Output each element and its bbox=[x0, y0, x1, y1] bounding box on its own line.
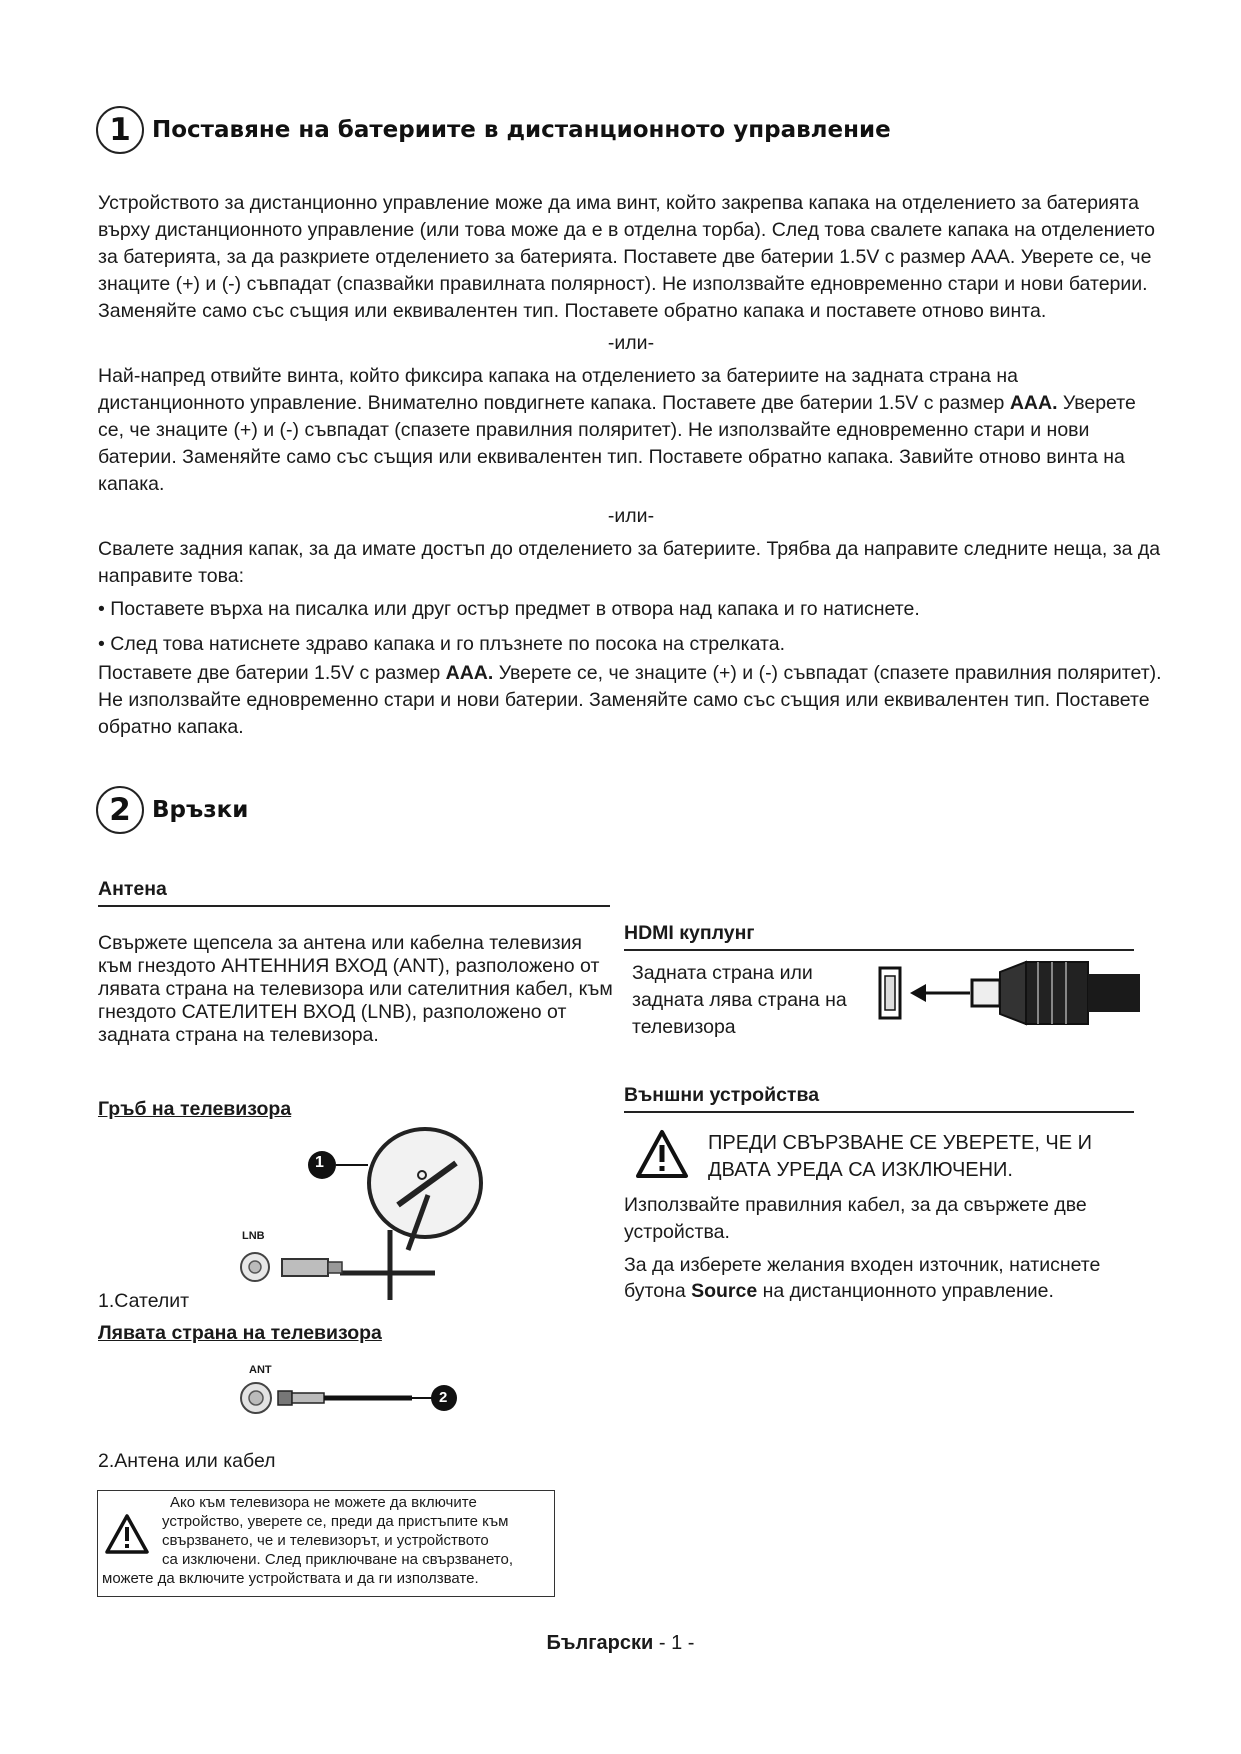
antenna-heading: Антена bbox=[98, 878, 610, 907]
ant-label: ANT bbox=[249, 1364, 272, 1376]
battery-instructions bbox=[98, 190, 1164, 741]
section-number-badge: 2 bbox=[96, 786, 144, 834]
bullet-item: • След това натиснете здраво капака и го плъзнете по посока на стрелката. bbox=[98, 633, 786, 655]
footer-language: Български bbox=[546, 1632, 654, 1654]
lnb-cable-plug-icon bbox=[282, 1259, 342, 1276]
antenna-caption: 2.Антена или кабел bbox=[98, 1450, 276, 1472]
paragraph: Устройството за дистанционно управление може да има винт, който закрепва капака на отделението за батерията върху дистанционното управление (или това може да е в отделна торба). След това свалете капака на отделението за батерията, за да разкриете отделението за батерията. Поставете две батерии 1.5V с размер AAA. Уверете се, че знаците (+) и (-) съвпадат (спазвайки правилната полярност). Не използвайте едновременно стари и нови батерии. Заменяйте само със същия или еквивалентен тип. Поставете обратно капака и поставете отново винта. bbox=[98, 192, 1156, 322]
section-1-header bbox=[96, 106, 891, 154]
page-footer bbox=[0, 1632, 1241, 1655]
lnb-label: LNB bbox=[242, 1230, 265, 1242]
note-line: свързването, че и телевизорът, и устройството bbox=[162, 1532, 489, 1549]
external-text-2: За да изберете желания входен източник, натиснете бутона Source на дистанционното управление. bbox=[624, 1254, 1101, 1302]
arrow-left-icon bbox=[910, 984, 970, 1002]
hdmi-text: Задната страна или задната лява страна на телевизора bbox=[632, 962, 847, 1038]
or-separator: -или- bbox=[607, 332, 655, 354]
tv-left-heading: Лявата страна на телевизора bbox=[98, 1322, 382, 1344]
warning-icon bbox=[634, 1128, 690, 1180]
external-text-1: Използвайте правилния кабел, за да свържете две устройства. bbox=[624, 1194, 1087, 1243]
antenna-text: Свържете щепсела за антена или кабелна телевизия към гнездото АНТЕННИЯ ВХОД (ANT), разположено от лявата страна на телевизора или сателитния кабел, към гнездото САТЕЛИТЕН ВХОД (LNB), разположено от задната страна на телевизора. bbox=[98, 932, 613, 1046]
ant-port-icon bbox=[241, 1383, 271, 1413]
satellite-dish-icon bbox=[340, 1129, 481, 1300]
or-separator: -или- bbox=[607, 505, 655, 527]
callout-2-number: 2 bbox=[439, 1389, 448, 1406]
section-title: Връзки bbox=[152, 797, 249, 823]
connection-note-box bbox=[97, 1490, 555, 1597]
external-devices-heading: Външни устройства bbox=[624, 1084, 1134, 1113]
note-line: Ако към телевизора не можете да включите bbox=[170, 1494, 477, 1511]
hdmi-plug-icon bbox=[972, 962, 1140, 1024]
satellite-diagram bbox=[230, 1125, 500, 1300]
section-2-header bbox=[96, 786, 248, 834]
paragraph: Най-напред отвийте винта, който фиксира капака на отделението за батериите на задната страна на дистанционното управление. Внимателно повдигнете капака. Поставете две батерии 1.5V с размер AAA. Уверете се, че знаците (+) и (-) съвпадат (спазете правилния поляритет). Не използвайте едновременно стари и нови батерии. Заменяйте само със същия или еквивалентен тип. Поставете обратно капака. Завийте отново винта на капака. bbox=[98, 365, 1136, 495]
lnb-port-icon bbox=[241, 1253, 269, 1281]
note-line: можете да включите устройствата и да ги използвате. bbox=[102, 1570, 479, 1587]
note-line: устройство, уверете се, преди да пристъпите към bbox=[162, 1513, 509, 1530]
paragraph: Свалете задния капак, за да имате достъп до отделението за батериите. Трябва да направите следните неща, за да направите това: bbox=[98, 538, 1161, 587]
bullet-item: • Поставете върха на писалка или друг остър предмет в отвора над капака и го натиснете. bbox=[98, 598, 920, 620]
warning-icon bbox=[104, 1513, 150, 1555]
hdmi-port-icon bbox=[880, 968, 900, 1018]
hdmi-diagram bbox=[878, 958, 1142, 1028]
callout-1-number: 1 bbox=[315, 1154, 324, 1171]
section-number-badge: 1 bbox=[96, 106, 144, 154]
note-line: са изключени. След приключване на свързването, bbox=[162, 1551, 514, 1568]
external-warning-text: ПРЕДИ СВЪРЗВАНЕ СЕ УВЕРЕТЕ, ЧЕ И ДВАТА УРЕДА СА ИЗКЛЮЧЕНИ. bbox=[708, 1132, 1093, 1181]
satellite-caption: 1.Сателит bbox=[98, 1290, 190, 1312]
section-title: Поставяне на батериите в дистанционното управление bbox=[152, 117, 891, 143]
page-number: - 1 - bbox=[653, 1632, 695, 1654]
hdmi-heading: HDMI куплунг bbox=[624, 922, 1134, 951]
tv-back-heading: Гръб на телевизора bbox=[98, 1098, 292, 1120]
antenna-cable-plug-icon bbox=[278, 1391, 432, 1405]
paragraph: Поставете две батерии 1.5V с размер AAA. Уверете се, че знаците (+) и (-) съвпадат (спазете правилния поляритет). Не използвайте едновременно стари и нови батерии. Заменяйте само със същия или еквивалентен тип. Поставете обратно капака. bbox=[98, 662, 1162, 738]
